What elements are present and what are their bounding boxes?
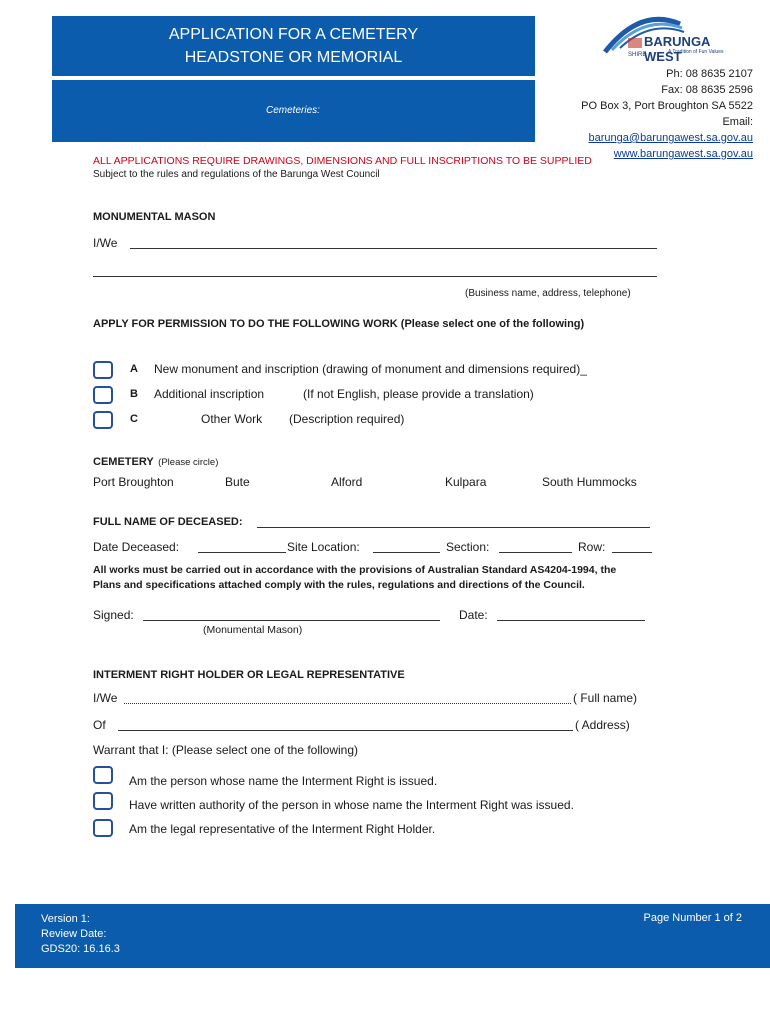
option-b-note: (If not English, please provide a translation)	[303, 387, 534, 401]
contact-phone: Ph: 08 8635 2107	[666, 68, 753, 80]
warrant-option-1-checkbox[interactable]	[93, 766, 113, 784]
cemetery-hint: (Please circle)	[158, 457, 219, 468]
title-banner	[52, 16, 535, 76]
warrant-option-3-text: Am the legal representative of the Interment Right Holder.	[129, 822, 436, 836]
subject-notice: Subject to the rules and regulations of the Barunga West Council	[93, 169, 380, 180]
section-label: Section:	[446, 540, 490, 554]
warrant-option-2-text: Have written authority of the person in whose name the Interment Right was issued.	[129, 798, 574, 812]
option-c-note: (Description required)	[289, 412, 405, 426]
warrant-option-2-checkbox[interactable]	[93, 792, 113, 810]
site-location-label: Site Location:	[287, 540, 360, 554]
title-line-1: APPLICATION FOR A CEMETERY	[168, 26, 419, 43]
option-c-letter: C	[130, 413, 138, 425]
warrant-option-3-checkbox[interactable]	[93, 819, 113, 837]
signed-field[interactable]	[143, 608, 440, 621]
footer-gds: GDS20: 16.16.3	[41, 943, 120, 955]
warrant-text: Warrant that I: (Please select one of the following)	[93, 743, 359, 757]
footer-version-block	[41, 912, 120, 957]
deceased-heading: FULL NAME OF DECEASED:	[93, 516, 243, 528]
mason-details-field[interactable]	[93, 264, 657, 277]
address-hint: ( Address)	[575, 718, 630, 732]
requirements-notice: ALL APPLICATIONS REQUIRE DRAWINGS, DIMENSIONS AND FULL INSCRIPTIONS TO BE SUPPLIED	[93, 155, 592, 167]
interment-iwe-label: I/We	[93, 691, 118, 705]
option-a-letter: A	[130, 363, 138, 375]
row-field[interactable]	[612, 540, 652, 553]
option-a-text: New monument and inscription (drawing of monument and dimensions required)_	[154, 362, 587, 376]
cemetery-heading-row	[93, 452, 218, 470]
apply-heading: APPLY FOR PERMISSION TO DO THE FOLLOWING WORK (Please select one of the following)	[93, 318, 585, 330]
contact-block	[581, 66, 753, 162]
cemetery-option-south-hummocks[interactable]: South Hummocks	[542, 475, 637, 489]
deceased-name-field[interactable]	[257, 515, 650, 528]
footer-page-number: Page Number 1 of 2	[643, 912, 742, 924]
compliance-line-2: Plans and specifications attached comply with the rules, regulations and directions of the Council.	[93, 579, 585, 591]
section-field[interactable]	[499, 540, 572, 553]
site-location-field[interactable]	[373, 540, 440, 553]
barunga-west-logo	[600, 12, 750, 64]
cemetery-option-alford[interactable]: Alford	[331, 475, 363, 489]
logo-tagline: A Tradition of Fun Values	[668, 49, 724, 55]
signature-date-field[interactable]	[497, 608, 645, 621]
option-a-checkbox[interactable]	[93, 361, 113, 379]
option-b-letter: B	[130, 388, 138, 400]
title-line-2: HEADSTONE OR MEMORIAL	[184, 49, 403, 66]
of-label: Of	[93, 718, 106, 732]
mason-name-field[interactable]	[130, 236, 657, 249]
cemeteries-label: Cemeteries:	[266, 105, 320, 116]
option-c-text: Other Work	[201, 412, 263, 426]
signature-date-label: Date:	[459, 608, 488, 622]
contact-po-box: PO Box 3, Port Broughton SA 5522	[581, 100, 753, 112]
row-label: Row:	[578, 540, 606, 554]
logo-text: BARUNGA WEST	[644, 34, 710, 64]
logo-sub: SHIRE	[628, 52, 647, 58]
mason-signature-hint: (Monumental Mason)	[203, 624, 303, 636]
cemeteries-banner	[52, 80, 535, 142]
contact-website-link[interactable]: www.barungawest.sa.gov.au	[613, 148, 753, 160]
compliance-line-1: All works must be carried out in accordance with the provisions of Australian Standard AS4204-1994, the	[93, 564, 617, 576]
interment-full-name-field[interactable]	[124, 691, 571, 704]
cemetery-heading: CEMETERY	[93, 456, 154, 468]
contact-email-label: Email:	[722, 116, 753, 128]
option-c-checkbox[interactable]	[93, 411, 113, 429]
contact-email-link[interactable]: barunga@barungawest.sa.gov.au	[588, 132, 753, 144]
interment-heading: INTERMENT RIGHT HOLDER OR LEGAL REPRESENTATIVE	[93, 669, 405, 681]
full-name-hint: ( Full name)	[573, 691, 638, 705]
cemetery-option-bute[interactable]: Bute	[225, 475, 250, 489]
business-hint: (Business name, address, telephone)	[465, 288, 631, 299]
option-b-text: Additional inscription	[154, 387, 265, 401]
warrant-option-1-text: Am the person whose name the Interment Right is issued.	[129, 774, 438, 788]
mason-heading: MONUMENTAL MASON	[93, 211, 216, 223]
mason-iwe-label: I/We	[93, 236, 118, 250]
interment-address-field[interactable]	[118, 718, 573, 731]
footer-review-date: Review Date:	[41, 928, 107, 940]
footer-version: Version 1:	[41, 913, 90, 925]
cemetery-option-kulpara[interactable]: Kulpara	[445, 475, 487, 489]
date-deceased-label: Date Deceased:	[93, 540, 180, 554]
contact-fax: Fax: 08 8635 2596	[661, 84, 753, 96]
signed-label: Signed:	[93, 608, 134, 622]
option-b-checkbox[interactable]	[93, 386, 113, 404]
date-deceased-field[interactable]	[198, 540, 286, 553]
footer-bar	[15, 904, 770, 968]
cemetery-option-port-broughton[interactable]: Port Broughton	[93, 475, 174, 489]
